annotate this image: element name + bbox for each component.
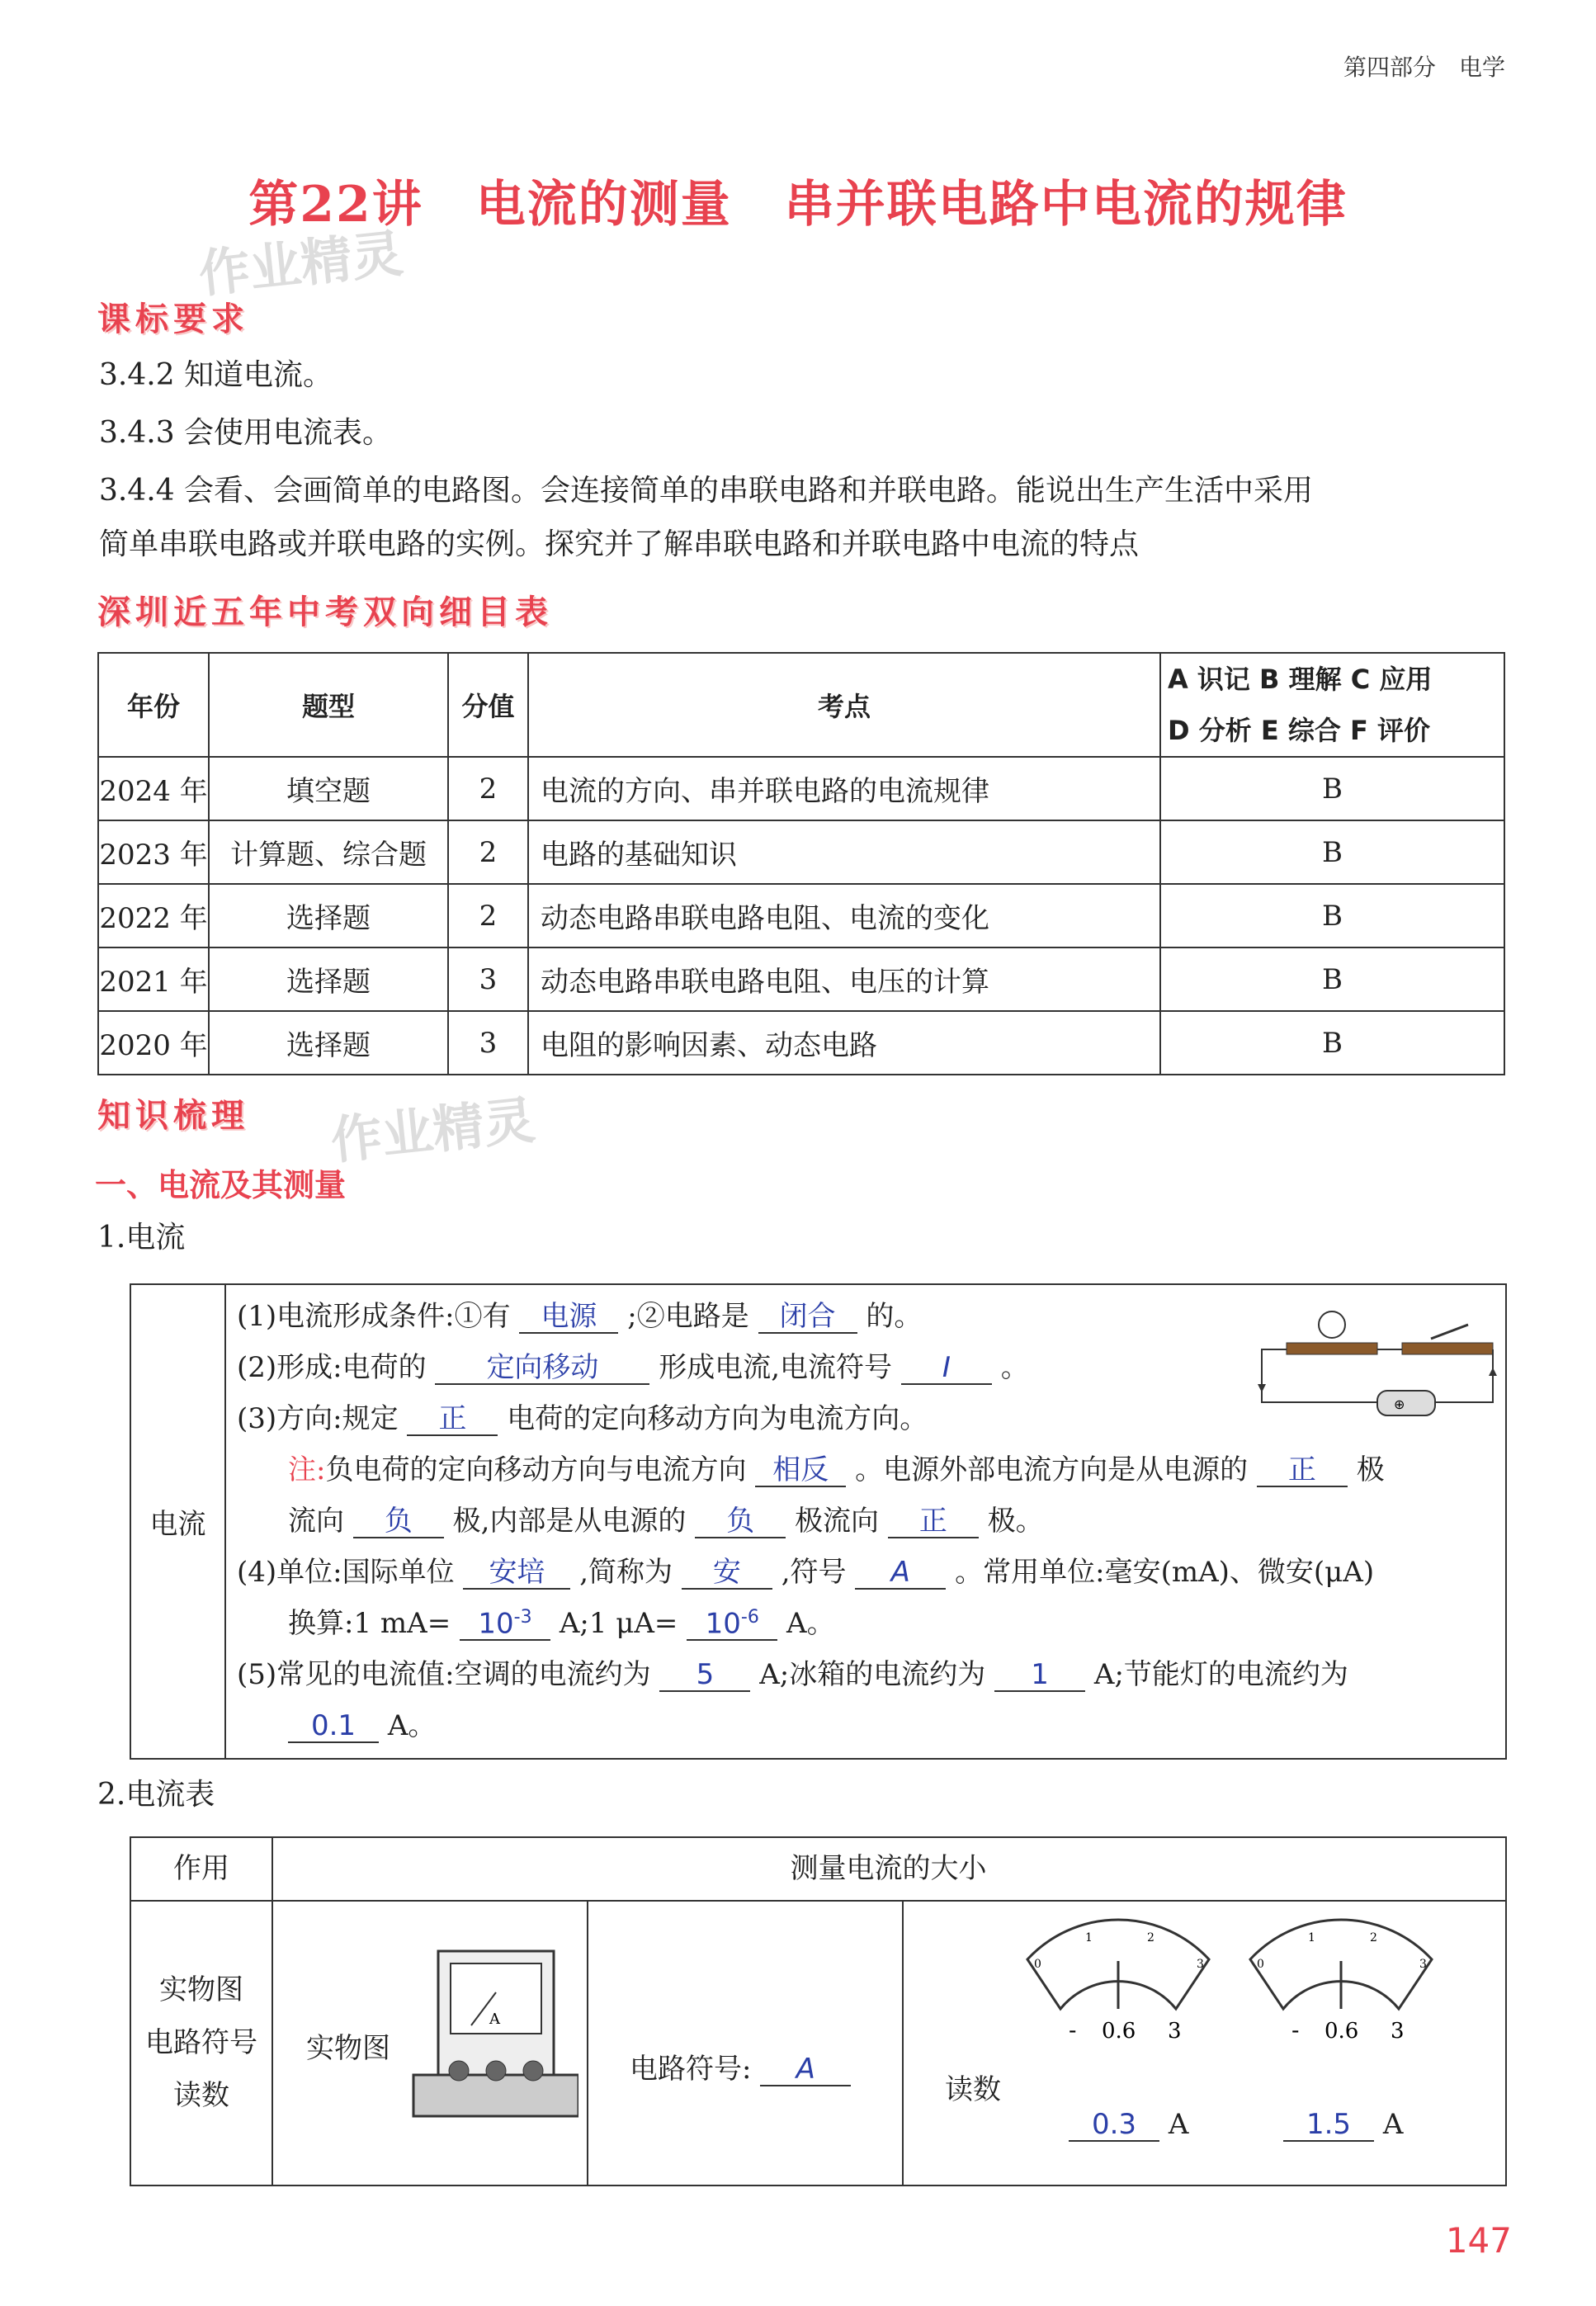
text: 换算:1 mA=	[288, 1607, 451, 1640]
note-label: 注:	[288, 1453, 326, 1486]
text: 极。	[987, 1505, 1044, 1538]
curriculum-line: 3.4.4 会看、会画简单的电路图。会连接简单的串联电路和并联电路。能说出生产生活中采用	[99, 474, 1314, 508]
cell-year: 2024 年	[98, 757, 209, 820]
col-type: 题型	[209, 653, 448, 757]
text: A;冰箱的电流约为	[759, 1658, 986, 1691]
text: 极	[1356, 1453, 1385, 1486]
blank-fill: 0.1	[288, 1712, 379, 1743]
text: 极,内部是从电源的	[452, 1505, 687, 1538]
cell-type: 填空题	[209, 757, 448, 820]
section-curriculum: 课标要求	[97, 300, 249, 338]
dial-tick-label: 3	[1419, 1958, 1427, 1971]
blank-fill: 定向移动	[435, 1354, 649, 1385]
text: 负电荷的定向移动方向与电流方向	[325, 1453, 747, 1486]
cell-score: 3	[448, 1011, 528, 1075]
text: 形成电流,电流符号	[659, 1351, 893, 1384]
text: ;②电路是	[627, 1300, 749, 1333]
blank-fill: 闭合	[758, 1302, 857, 1334]
text: A;1 μA=	[559, 1607, 678, 1640]
cell-type: 选择题	[209, 884, 448, 947]
blank-fill: 电源	[519, 1302, 618, 1334]
table-header-row	[98, 653, 1504, 757]
symbol-line	[630, 2046, 851, 2086]
text: 电荷的定向移动方向为电流方向。	[507, 1402, 928, 1435]
current-line-6	[237, 1549, 1374, 1590]
reading-unit: A	[1168, 2108, 1189, 2141]
reading-1	[1069, 2108, 1188, 2142]
curriculum-line: 简单串联电路或并联电路的实例。探究并了解串联电路和并联电路中电流的特点	[99, 527, 1140, 561]
role-label: 作用	[173, 1852, 229, 1885]
fill-base: 10	[705, 1607, 741, 1640]
photo-label: 实物图	[306, 2032, 390, 2065]
exam-table	[97, 652, 1505, 1075]
current-line-1	[237, 1293, 922, 1334]
text: 的。	[866, 1300, 923, 1333]
cell-type: 选择题	[209, 1011, 448, 1075]
cell-point: 动态电路串联电路电阻、电流的变化	[528, 884, 1160, 947]
cell-score: 3	[448, 947, 528, 1011]
dial-tick-label: 1	[1085, 1931, 1093, 1945]
text: A;节能灯的电流约为	[1093, 1658, 1348, 1691]
ammeter-a-label: A	[489, 2011, 500, 2028]
dial-tick-label: 2	[1370, 1931, 1377, 1945]
text: (3)方向:规定	[237, 1402, 399, 1435]
fill-exponent: -6	[740, 1606, 759, 1628]
terminal-label: 3	[1168, 2019, 1182, 2044]
cell-point: 动态电路串联电路电阻、电压的计算	[528, 947, 1160, 1011]
blank-fill: 负	[695, 1507, 786, 1538]
lecture-title	[0, 165, 1596, 236]
item-ammeter: 2.电流表	[97, 1778, 215, 1812]
blank-fill	[460, 1606, 550, 1641]
current-line-7	[288, 1600, 835, 1641]
reading-unit: A	[1382, 2108, 1404, 2141]
role-label-cell	[131, 1838, 273, 1902]
cell-year: 2023 年	[98, 820, 209, 884]
symbol-label: 电路符号:	[630, 2053, 752, 2086]
lecture-topic-1: 电流的测量	[475, 176, 732, 234]
cell-score: 2	[448, 884, 528, 947]
blank-fill: 5	[659, 1661, 750, 1692]
subsection-current: 一、电流及其测量	[95, 1167, 347, 1203]
current-label: 电流	[149, 1508, 206, 1541]
current-line-8	[237, 1652, 1348, 1692]
text: ,简称为	[579, 1556, 673, 1589]
cell-year: 2021 年	[98, 947, 209, 1011]
blank-fill: 正	[407, 1405, 498, 1436]
switch-base	[1402, 1343, 1493, 1354]
reading-label: 读数	[945, 2073, 1001, 2106]
header-subject: 电学	[1458, 54, 1505, 81]
left-label: 电路符号	[145, 2026, 257, 2059]
switch-lever	[1431, 1325, 1468, 1339]
cell-year: 2022 年	[98, 884, 209, 947]
reading-2	[1283, 2108, 1403, 2142]
left-label: 读数	[173, 2079, 229, 2112]
cell-type: 计算题、综合题	[209, 820, 448, 884]
section-knowledge: 知识梳理	[97, 1097, 249, 1135]
dial-tick-label: 0	[1257, 1958, 1264, 1971]
text: (1)电流形成条件:①有	[237, 1300, 511, 1333]
curriculum-line: 3.4.2 知道电流。	[99, 358, 333, 392]
lecture-number: 第22讲	[248, 176, 423, 234]
meter-dial-2	[1234, 1910, 1448, 2050]
col-score: 分值	[448, 653, 528, 757]
ammeter-photo	[405, 1935, 578, 2133]
meter-dial-1	[1011, 1910, 1225, 2050]
fill-base: 10	[478, 1607, 514, 1640]
level-line-2: D 分析 E 综合 F 评价	[1168, 715, 1430, 746]
item-current: 1.电流	[97, 1221, 186, 1255]
left-label: 实物图	[159, 1973, 243, 2006]
page-header	[1320, 50, 1505, 83]
text: (5)常见的电流值:空调的电流约为	[237, 1658, 651, 1691]
current-label-col	[131, 1285, 226, 1758]
terminal-label: -	[1291, 2016, 1300, 2044]
bulb-base	[1287, 1343, 1377, 1354]
table-row	[98, 757, 1504, 820]
cell-type: 选择题	[209, 947, 448, 1011]
current-box	[130, 1283, 1507, 1760]
current-arrow-icon	[1489, 1368, 1497, 1376]
col-point: 考点	[528, 653, 1160, 757]
text: A。	[786, 1607, 835, 1640]
blank-fill: 安培	[463, 1558, 570, 1590]
terminal-icon	[449, 2061, 469, 2081]
curriculum-line: 3.4.3 会使用电流表。	[99, 416, 393, 450]
battery-icon	[1377, 1391, 1435, 1415]
table-row	[98, 947, 1504, 1011]
page-number: 147	[1445, 2220, 1512, 2261]
wire	[1262, 1349, 1377, 1402]
terminal-icon	[486, 2061, 506, 2081]
blank-fill: I	[901, 1354, 992, 1385]
text: ,符号	[781, 1556, 847, 1589]
dial-tick-label: 1	[1308, 1931, 1315, 1945]
cell-score: 2	[448, 757, 528, 820]
current-line-5	[288, 1498, 1044, 1538]
blank-fill: A	[855, 1558, 946, 1590]
terminal-label: 0.6	[1324, 2019, 1359, 2044]
text: 。电源外部电流方向是从电源的	[855, 1453, 1249, 1486]
current-line-9	[288, 1703, 436, 1743]
dial-tick-label: 2	[1147, 1931, 1155, 1945]
cell-score: 2	[448, 820, 528, 884]
cell-level: B	[1160, 947, 1504, 1011]
blank-fill: 正	[888, 1507, 979, 1538]
table-row	[98, 820, 1504, 884]
cell-year: 2020 年	[98, 1011, 209, 1075]
text: (4)单位:国际单位	[237, 1556, 455, 1589]
cell-level: B	[1160, 884, 1504, 947]
left-labels-cell	[131, 1902, 273, 2185]
blank-fill: 1.5	[1283, 2110, 1374, 2142]
watermark: 作业精灵	[328, 1089, 538, 1171]
blank-fill	[687, 1606, 777, 1641]
text: 。	[1000, 1351, 1029, 1384]
current-line-2	[237, 1344, 1029, 1385]
section-exam-table: 深圳近五年中考双向细目表	[97, 593, 553, 631]
table-row	[98, 1011, 1504, 1075]
text: 极流向	[795, 1505, 880, 1538]
blank-fill: 0.3	[1069, 2110, 1159, 2142]
dial-tick-label: 3	[1197, 1958, 1204, 1971]
bulb-icon	[1319, 1311, 1345, 1338]
lecture-topic-2: 串并联电路中电流的规律	[784, 176, 1348, 234]
role-value-cell	[272, 1838, 1505, 1902]
battery-plus-icon: ⊕	[1394, 1396, 1405, 1412]
ammeter-table	[130, 1836, 1507, 2186]
cell-level: B	[1160, 820, 1504, 884]
blank-fill: 安	[682, 1558, 772, 1590]
text: A。	[387, 1709, 437, 1742]
col-level	[1160, 653, 1504, 757]
cell-level: B	[1160, 757, 1504, 820]
current-line-3	[237, 1396, 928, 1436]
blank-fill: 负	[353, 1507, 444, 1538]
reading-cell	[904, 1902, 1505, 2185]
text: 流向	[288, 1505, 344, 1538]
photo-cell	[273, 1902, 588, 2185]
cell-point: 电流的方向、串并联电路的电流规律	[528, 757, 1160, 820]
watermark: 作业精灵	[196, 223, 406, 305]
circuit-illustration	[1254, 1293, 1501, 1425]
blank-fill: 正	[1257, 1456, 1348, 1487]
blank-fill: 相反	[755, 1456, 846, 1487]
table-row	[98, 884, 1504, 947]
text: (2)形成:电荷的	[237, 1351, 427, 1384]
cell-point: 电路的基础知识	[528, 820, 1160, 884]
header-part: 第四部分	[1343, 54, 1436, 81]
cell-point: 电阻的影响因素、动态电路	[528, 1011, 1160, 1075]
role-value: 测量电流的大小	[790, 1852, 987, 1885]
wire	[1435, 1349, 1493, 1402]
current-line-4	[288, 1447, 1385, 1487]
fill-exponent: -3	[513, 1606, 532, 1628]
symbol-cell	[588, 1902, 904, 2185]
terminal-label: -	[1069, 2016, 1077, 2044]
terminal-label: 3	[1391, 2019, 1405, 2044]
dial-tick-label: 0	[1034, 1958, 1041, 1971]
blank-fill: 1	[994, 1661, 1085, 1692]
text: 。常用单位:毫安(mA)、微安(μA)	[955, 1556, 1375, 1589]
terminal-icon	[523, 2061, 543, 2081]
blank-fill: A	[760, 2055, 851, 2086]
current-arrow-icon	[1258, 1384, 1266, 1392]
cell-level: B	[1160, 1011, 1504, 1075]
level-line-1: A 识记 B 理解 C 应用	[1168, 664, 1433, 695]
col-year: 年份	[98, 653, 209, 757]
terminal-label: 0.6	[1102, 2019, 1136, 2044]
